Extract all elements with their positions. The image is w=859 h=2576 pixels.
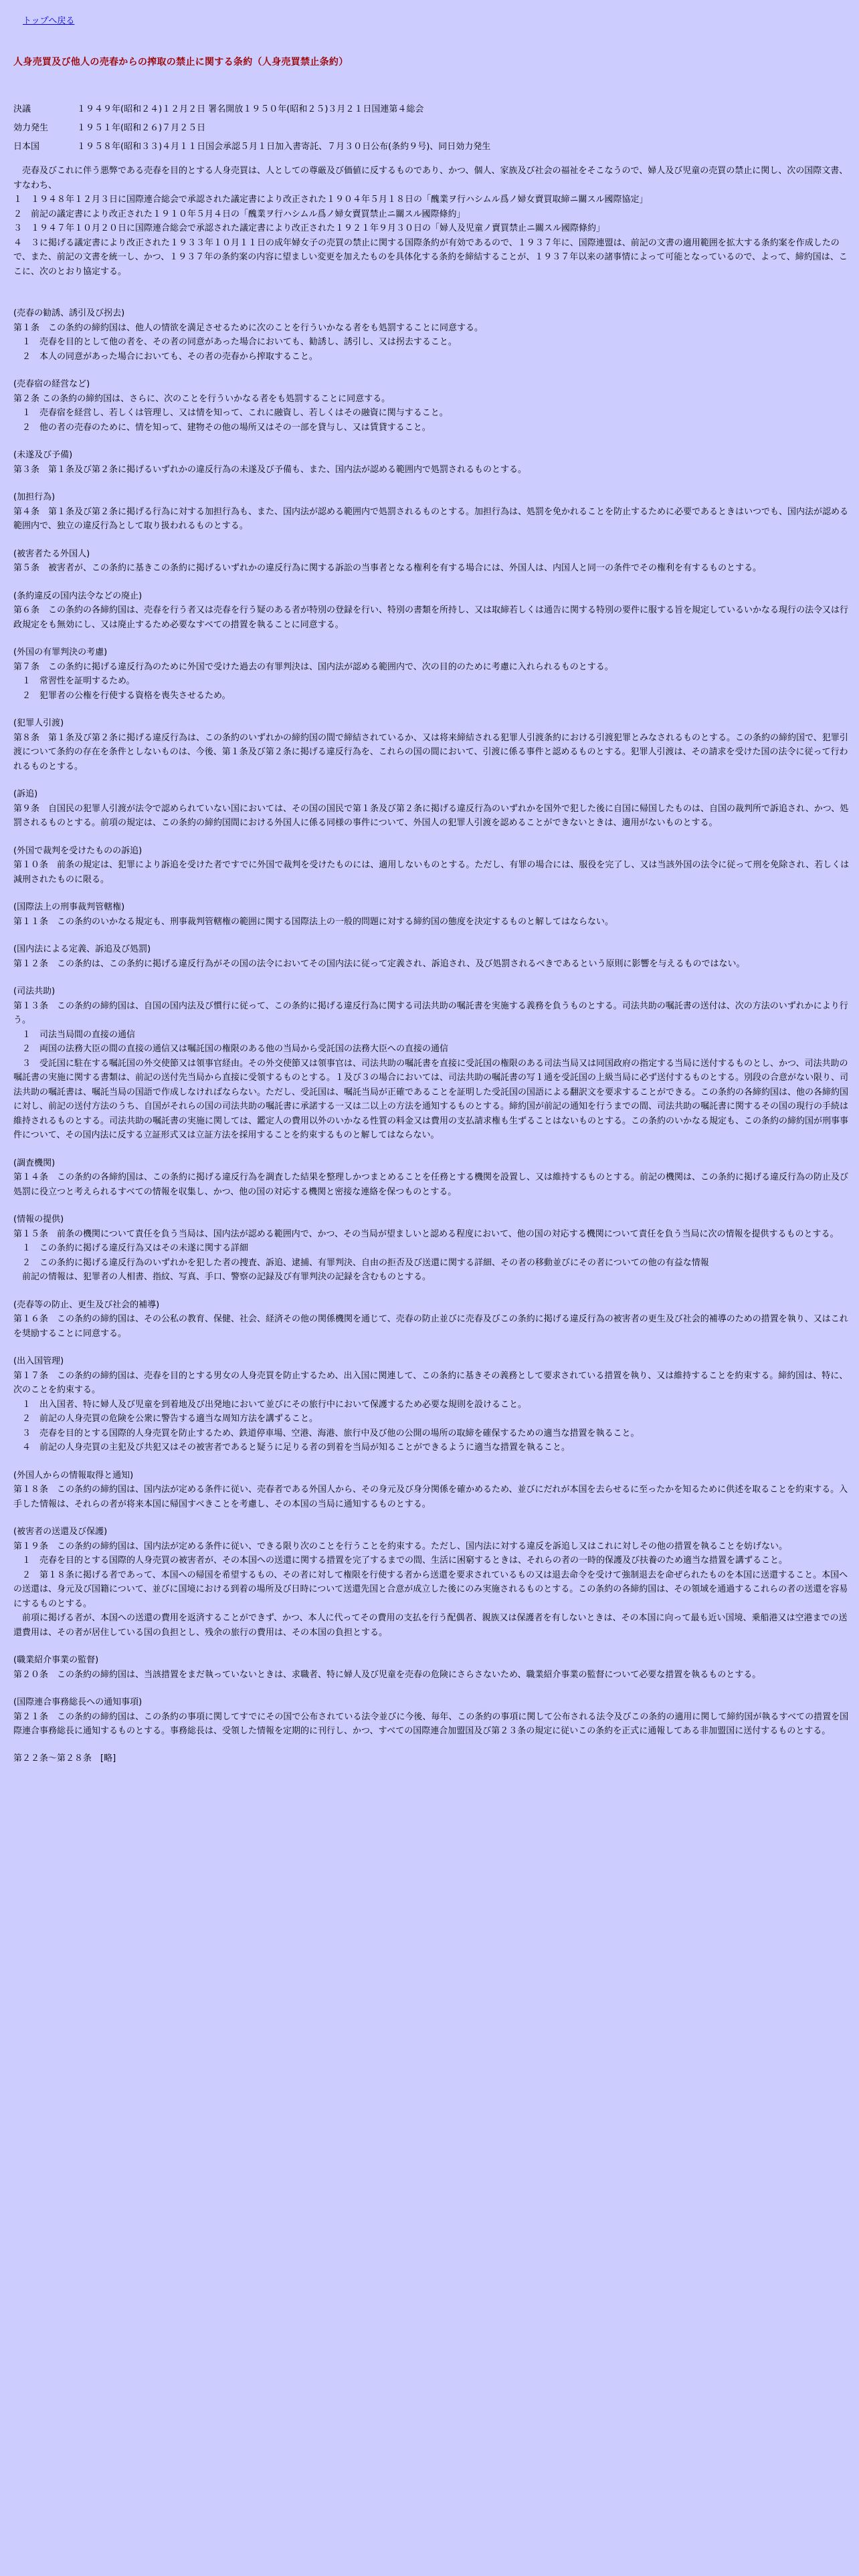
article-heading: (調査機関): [13, 1158, 56, 1168]
article-text: １ この条約に掲げる違反行為又はその未遂に関する詳細: [13, 1243, 249, 1253]
article-text: ４ 前記の人身売買の主犯及び共犯又はその被害者であると疑うに足りる者の到着を当局が知ることができるように適当な措置を執ること。: [13, 1442, 571, 1453]
article-text: ２ 犯罪者の公権を行使する資格を喪失させるため。: [13, 690, 231, 701]
article-heading: (出入国管理): [13, 1356, 64, 1366]
article-heading: (売春の勧誘、誘引及び拐去): [13, 308, 125, 318]
article-section: [13, 1156, 850, 1200]
article-section: [13, 984, 850, 1143]
article-text: 第７条 この条約に掲げる違反行為のために外国で受けた過去の有罪判決は、国内法が認める範囲内で、次の目的のために考慮に入れられるものとする。: [13, 661, 613, 672]
article-section: [13, 1653, 850, 1682]
article-text: ２ 本人の同意があった場合においても、その者の売春から搾取すること。: [13, 351, 318, 362]
article-text: 第２１条 この条約の締約国は、この条約の事項に関してすでにその国で公布されている法令並びに今後、毎年、この条約の事項に関して公布される法令及びこの条約の適用に関して締約国が執るすべての措置を国際連合事務総長に通知するものとする。事務総長は、受領した情報を定期的に刊行し、かつ、すべての国際連合加盟国及び第２３条の規定に従いこの条約を正式に通報してある非加盟国に送付するものとする。: [13, 1711, 849, 1736]
article-text: １ 売春宿を経営し、若しくは管理し、又は情を知って、これに融資し、若しくはその融資に関与すること。: [13, 408, 448, 418]
article-heading: (未遂及び予備): [13, 450, 73, 460]
article-section: [13, 1212, 850, 1285]
article-text: 第４条 第１条及び第２条に掲げる行為に対する加担行為も、また、国内法が認める範囲内で処罰されるものとする。加担行為は、処罰を免かれることを防止するために必要であるときはいつでも、国内法が認める範囲内で、独立の違反行為として取り扱われるものとする。: [13, 506, 849, 531]
article-text: １ 司法当局間の直接の通信: [13, 1029, 136, 1040]
article-text: 第１１条 この条約のいかなる規定も、刑事裁判管轄権の範囲に関する国際法上の一般的問題に対する締約国の態度を決定するものと解してはならない。: [13, 916, 614, 927]
article-text: 第３条 第１条及び第２条に掲げるいずれかの違反行為の未遂及び予備も、また、国内法が認める範囲内で処罰されるものとする。: [13, 464, 527, 475]
article-heading: (加担行為): [13, 492, 56, 502]
article-section: [13, 1695, 850, 1739]
meta-value: １９５８年(昭和３３)４月１１日国会承認５月１日加入書寄託、７月３０日公布(条約９号)、同日効力発生: [77, 142, 491, 152]
article-text: １ 売春を目的として他の者を、その者の同意があった場合においても、勧誘し、誘引し、又は拐去すること。: [13, 337, 457, 347]
preamble-paragraph: ４ ３に掲げる議定書により改正された１９３３年１０月１１日の成年婦女子の売買の禁止に関する国際条約が有効であるので、１９３７年に、国際連盟は、前記の文書の適用範囲を拡大する条約案を作成したので、また、前記の文書を統一し、かつ、１９３７年の条約案の内容に望ましい変更を加えたものを具体化する条約を締結することが、１９３７年以来の諸事情によって可能となっているので、よって、締約国は、ここに、次のとおり協定する。: [13, 237, 848, 277]
article-heading: (国際連合事務総長への通知事項): [13, 1697, 142, 1707]
article-section: [13, 1525, 850, 1640]
article-text: 第６条 この条約の各締約国は、売春を行う者又は売春を行う疑のある者が特別の登録を行い、特別の書類を所持し、又は取締若しくは通告に関する特別の要件に服する旨を規定しているいかなる現行の法令又は行政規定をも無効にし、又は廃止するため必要なすべての措置を執ることに同意する。: [13, 605, 849, 630]
article-text: 前項に掲げる者が、本国への送還の費用を返済することができず、かつ、本人に代ってその費用の支払を行う配偶者、親族又は保護者を有しないときは、その本国に向って最も近い国境、乗船港又は空港までの送還費用は、その者が居住している国の負担とし、残余の旅行の費用は、その本国の負担とする。: [13, 1613, 848, 1638]
back-to-top-link[interactable]: トップへ戻る: [23, 16, 75, 26]
article-section: [13, 787, 850, 831]
article-section: [13, 448, 850, 477]
article-text: ３ 売春を目的とする国際的人身売買を防止するため、鉄道停車場、空港、海港、旅行中及び他の公開の場所の取締を確保するための適当な措置を執ること。: [13, 1428, 640, 1438]
article-heading: (国内法による定義、訴追及び処罰): [13, 944, 151, 954]
article-text: 第２０条 この条約の締約国は、当該措置をまだ執っていないときは、求職者、特に婦人及び児童を売春の危険にさらさないため、職業紹介事業の監督について必要な措置を執るものとする。: [13, 1669, 761, 1680]
article-text: 第１０条 前条の規定は、犯罪により訴追を受けた者ですでに外国で裁判を受けたものには、適用しないものとする。ただし、有罪の場合には、服役を完了し、又は当該外国の法令に従って刑を免除され、若しくは減刑されたものに限る。: [13, 860, 850, 885]
article-text: ２ 両国の法務大臣の間の直接の通信又は嘱託国の権限のある他の当局から受託国の法務大臣への直接の通信: [13, 1044, 449, 1054]
articles-list: [13, 306, 850, 1774]
article-section: [13, 942, 850, 971]
meta-value: １９５１年(昭和２６)７月２５日: [77, 123, 206, 133]
article-text: 第１６条 この条約の締約国は、その公私の教育、保健、社会、経済その他の関係機関を通じて、売春の防止並びに売春及びこの条約に掲げる違反行為の被害者の更生及び社会的補導のための措置を執り、又はこれを奨励することに同意する。: [13, 1314, 848, 1339]
preamble-paragraph: １ １９４８年１２月３日に国際連合総会で承認された議定書により改正された１９０４年５月１８日の「醜業ヲ行ハシムル爲ノ婦女賣買取締ニ關スル國際協定」: [13, 195, 648, 205]
article-section: [13, 844, 850, 887]
article-section: [13, 377, 850, 435]
article-heading: (犯罪人引渡): [13, 718, 64, 728]
article-heading: (情報の提供): [13, 1214, 64, 1224]
article-heading: (司法共助): [13, 986, 56, 996]
article-heading: (外国の有罪判決の考慮): [13, 647, 108, 657]
meta-value: １９４９年(昭和２４)１２月２日 署名開放１９５０年(昭和２５)３月２１日国連第４総会: [77, 104, 424, 114]
page-title: 人身売買及び他人の売春からの搾取の禁止に関する条約（人身売買禁止条約）: [13, 57, 349, 68]
article-text: 第１８条 この条約の締約国は、国内法が定める条件に従い、売春者である外国人から、その身元及び身分関係を確かめるため、並びにだれが本国を去らせるに至ったかを知るために供述を取ることを約束する。入手した情報は、それらの者が将来本国に帰国すべきことを考慮し、その本国の当局に通知するものとする。: [13, 1485, 848, 1509]
article-heading: (被害者の送還及び保護): [13, 1527, 108, 1537]
article-section: [13, 1354, 850, 1455]
preamble-paragraph: ２ 前記の議定書により改正された１９１０年５月４日の「醜業ヲ行ハシムル爲ノ婦女賣買禁止ニ關スル國際條約」: [13, 209, 466, 219]
article-section: [13, 900, 850, 929]
article-text: 第１４条 この条約の各締約国は、この条約に掲げる違反行為を調査した結果を整理しかつまとめることを任務とする機関を設置し、又は維持するものとする。前記の機関は、この条約に掲げる違反行為の防止及び処罰に役立つと考えられるすべての情報を収集し、かつ、他の国の対応する機関と密接な連絡を保つものとする。: [13, 1172, 849, 1197]
article-section: [13, 589, 850, 633]
article-text: 第９条 自国民の犯罪人引渡が法令で認められていない国においては、その国の国民で第１条及び第２条に掲げる違反行為のいずれかを国外で犯した後に自国に帰国したものは、自国の裁判所で訴追され、かつ、処罰されるものとする。前項の規定は、この条約の締約国間における外国人に係る同様の事件について、外国人の犯罪人引渡を認めることができないときは、適用がないものとする。: [13, 803, 849, 828]
article-text: 第１３条 この条約の締約国は、自国の国内法及び慣行に従って、この条約に掲げる違反行為に関する司法共助の嘱託書を実施する義務を負うものとする。司法共助の嘱託書の送付は、次の方法のいずれかにより行う。: [13, 1000, 848, 1025]
article-text: 第８条 第１条及び第２条に掲げる違反行為は、この条約のいずれかの締約国の間で締結されているか、又は将来締結される犯罪人引渡条約における引渡犯罪とみなされるものとする。この条約の締約国で、犯罪引渡について条約の存在を条件としないものは、今後、第１条及び第２条に掲げる違反行為を、これらの国の間において、引渡に係る事件と認めるものとする。犯罪人引渡は、その請求を受けた国の法令に従って行われるものとする。: [13, 732, 848, 772]
article-section: [13, 1298, 850, 1341]
article-text: 第２条 この条約の締約国は、さらに、次のことを行ういかなる者をも処罰することに同意する。: [13, 393, 391, 404]
article-heading: (職業紹介事業の監督): [13, 1655, 99, 1665]
article-text: 前記の情報は、犯罪者の人相書、指紋、写真、手口、警察の記録及び有罪判決の記録を含むものとする。: [13, 1272, 432, 1282]
article-section: [13, 547, 850, 576]
article-text: ３ 受託国に駐在する嘱託国の外交使節又は領事官経由。その外交使節又は領事官は、司法共助の嘱託書を直接に受託国の権限のある司法当局又は同国政府の指定する当局に送付するものとし、かつ、司法共助の嘱託書の実施に関する書類は、前記の送付先当局から直接に受領するものとする。１及び３の場合においては、司法共助の嘱託書の写１通を受託国の上級当局に必ず送付するものとする。別段の合意がない限り、司法共助の嘱託書は、嘱託当局の国語で作成しなければならない。ただし、受託国は、嘱託当局が正確であることを証明した受託国の国語による翻訳文を要求することができる。この条約の各締約国は、他の各締約国に対し、前記の送付方法のうち、自国がそれらの国の司法共助の嘱託書に承諾する一又は二以上の方法を通知するものとする。締約国が前記の通知を行うまでの間、司法共助の嘱託書に関するその国の現行の手続は維持されるものとする。司法共助の嘱託書の実施に関しては、鑑定人の費用以外のいかなる性質の料金又は費用の支払請求権も生ずることはないものとする。この条約のいかなる規定も、この条約の締約国が刑事事件について、その国内法に反する立証形式又は立証方法を採用することを約束するものと解してはならない。: [13, 1058, 849, 1140]
article-text: 第１２条 この条約は、この条約に掲げる違反行為がその国の法令においてその国内法に従って定義され、訴追され、及び処罰されるべきであるという原則に影響を与えるものではない。: [13, 958, 745, 969]
article-text: 第１９条 この条約の締約国は、国内法が定める条件に従い、できる限り次のことを行うことを約束する。ただし、国内法に対する違反を訴追し又はこれに対しその他の措置を執ることを妨げない。: [13, 1541, 788, 1551]
article-text: ２ 第１８条に掲げる者であって、本国への帰国を希望するもの、その者に対して権限を行使する者から送還を要求されているもの又は退去命令を受けて強制退去を命ぜられたものを本国に送還すること。本国への送還は、身元及び国籍について、並びに国境における到着の場所及び日時について送還先国と合意が成立した後にのみ実施されるものとする。この条約の各締約国は、その領域を通過するこれらの者の送還を容易にするものとする。: [13, 1570, 848, 1609]
article-section: [13, 306, 850, 364]
article-section: [13, 645, 850, 703]
article-text: 第１５条 前条の機関について責任を負う当局は、国内法が認める範囲内で、かつ、その当局が望ましいと認める程度において、他の国の対応する機関について責任を負う当局に次の情報を提供するものとする。: [13, 1228, 839, 1239]
article-text: １ 常習性を証明するため。: [13, 676, 135, 686]
preamble-paragraph: ３ １９４７年１０月２０日に国際連合総会で承認された議定書により改正された１９２１年９月３０日の「婦人及児童ノ賣買禁止ニ關スル國際條約」: [13, 223, 605, 233]
article-text: １ 売春を目的とする国際的人身売買の被害者が、その本国への送還に関する措置を完了するまでの間、生活に困窮するときは、それらの者の一時的保護及び扶養のため適当な措置を講ずること。: [13, 1555, 788, 1566]
article-text: 第５条 被害者が、この条約に基きこの条約に掲げるいずれかの違反行為に関する訴訟の当事者となる権利を有する場合には、外国人は、内国人と同一の条件でその権利を有するものとする。: [13, 563, 762, 573]
article-section: [13, 1469, 850, 1512]
article-text: １ 出入国者、特に婦人及び児童を到着地及び出発地において並びにその旅行中において保護するため必要な規則を設けること。: [13, 1399, 527, 1410]
article-heading: (訴追): [13, 789, 38, 799]
meta-row: [13, 100, 850, 119]
article-heading: (売春等の防止、更生及び社会的補導): [13, 1299, 160, 1310]
article-text: ２ 前記の人身売買の危険を公衆に警告する適当な周知方法を講ずること。: [13, 1414, 318, 1424]
meta-table: [13, 100, 850, 156]
article-text: ２ この条約に掲げる違反行為のいずれかを犯した者の捜査、訴追、逮捕、有罪判決、自由の拒否及び送還に関する詳細、その者の移動並びにその者についての他の有益な情報: [13, 1257, 709, 1268]
article-text: ２ 他の者の売春のために、情を知って、建物その他の場所又はその一部を貸与し、又は賃貸すること。: [13, 422, 431, 433]
article-heading: (売春宿の経営など): [13, 379, 90, 389]
meta-key: 決議: [13, 104, 31, 114]
article-heading: (外国人からの情報取得と通知): [13, 1470, 134, 1481]
article-heading: (被害者たる外国人): [13, 548, 90, 559]
preamble-paragraph: 売春及びこれに伴う悪弊である売春を目的とする人身売買は、人としての尊厳及び価値に反するものであり、かつ、個人、家族及び社会の福祉をそこなうので、婦人及び児童の売買の禁止に関し、次の国際文書、すなわち、: [13, 166, 848, 191]
article-text: 第１条 この条約の締約国は、他人の情欲を満足させるために次のことを行ういかなる者をも処罰することに同意する。: [13, 322, 484, 333]
omitted-articles-note: 第２２条〜第２８条 [略]: [13, 1753, 116, 1763]
preamble: [13, 164, 850, 279]
article-text: 第１７条 この条約の締約国は、売春を目的とする男女の人身売買を防止するため、出入国に関連して、この条約に基きその義務として要求されている措置を執り、又は維持することを約束する。締約国は、特に、次のことを約束する。: [13, 1370, 848, 1395]
article-heading: (外国で裁判を受けたものの訴追): [13, 845, 142, 856]
article-heading: (国際法上の刑事裁判管轄権): [13, 902, 125, 912]
meta-row: [13, 119, 850, 138]
meta-key: 効力発生: [13, 123, 49, 133]
meta-row: [13, 138, 850, 156]
article-section: [13, 716, 850, 774]
meta-key: 日本国: [13, 142, 40, 152]
article-section: [13, 490, 850, 534]
article-heading: (条約違反の国内法令などの廃止): [13, 591, 142, 601]
